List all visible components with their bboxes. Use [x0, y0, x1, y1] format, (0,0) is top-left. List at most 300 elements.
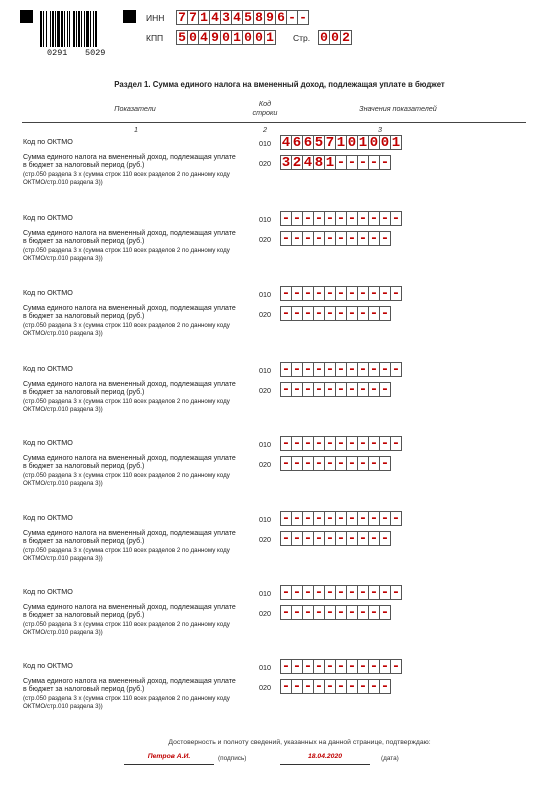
barcode-bar	[81, 11, 82, 47]
char-cell[interactable]: -	[325, 584, 335, 601]
column-number-3: 3	[378, 125, 382, 134]
char-cell[interactable]: -	[303, 361, 313, 378]
oktmo-section	[0, 285, 559, 360]
char-cell[interactable]: -	[369, 230, 379, 247]
barcode-bar	[69, 11, 70, 47]
line-code-020: 020	[259, 460, 271, 469]
char-cell[interactable]: -	[281, 510, 291, 527]
char-cell[interactable]: -	[391, 361, 401, 378]
char-cell[interactable]: 1	[391, 134, 401, 151]
char-cell[interactable]: -	[347, 361, 357, 378]
char-cell[interactable]: -	[336, 154, 346, 171]
char-cell[interactable]: -	[336, 435, 346, 452]
char-cell[interactable]: -	[369, 455, 379, 472]
char-cell[interactable]: -	[303, 210, 313, 227]
column-header-indicators: Показатели	[114, 104, 156, 113]
oktmo-field[interactable]	[280, 511, 402, 526]
line-code-020: 020	[259, 310, 271, 319]
char-cell[interactable]: -	[380, 285, 390, 302]
char-cell[interactable]: -	[325, 210, 335, 227]
char-cell[interactable]: 1	[325, 154, 335, 171]
char-cell[interactable]: -	[292, 510, 302, 527]
char-cell[interactable]: 0	[318, 30, 330, 45]
char-cell[interactable]: -	[314, 530, 324, 547]
char-cell[interactable]: -	[303, 584, 313, 601]
char-cell[interactable]: -	[281, 604, 291, 621]
oktmo-label: Код по ОКТМО	[23, 364, 73, 373]
char-cell[interactable]: -	[303, 285, 313, 302]
line-code-010: 010	[259, 366, 271, 375]
char-cell[interactable]: -	[325, 658, 335, 675]
char-cell[interactable]: 0	[380, 134, 390, 151]
char-cell[interactable]: -	[336, 678, 346, 695]
char-cell[interactable]: -	[358, 230, 368, 247]
char-cell[interactable]: 1	[336, 134, 346, 151]
line-code-010: 010	[259, 290, 271, 299]
char-cell[interactable]: -	[380, 530, 390, 547]
char-cell[interactable]: -	[281, 678, 291, 695]
barcode-bar	[84, 11, 85, 47]
char-cell[interactable]: -	[336, 230, 346, 247]
char-cell[interactable]: 6	[275, 10, 287, 25]
barcode-bar	[76, 11, 77, 47]
line-code-020: 020	[259, 159, 271, 168]
char-cell[interactable]: -	[303, 381, 313, 398]
char-cell[interactable]: -	[281, 230, 291, 247]
tax-sum-field[interactable]	[280, 605, 391, 620]
char-cell[interactable]: -	[380, 230, 390, 247]
char-cell[interactable]: -	[292, 210, 302, 227]
char-cell[interactable]: -	[347, 285, 357, 302]
char-cell[interactable]: -	[336, 604, 346, 621]
char-cell[interactable]: 5	[242, 10, 254, 25]
tax-sum-label-note: (стр.050 раздела 3 x (сумма строк 110 всех разделов 2 по данному коду ОКТМО/стр.010 раздела 3))	[23, 246, 230, 262]
oktmo-label: Код по ОКТМО	[23, 137, 73, 146]
char-cell[interactable]: -	[281, 435, 291, 452]
tax-sum-field[interactable]	[280, 456, 391, 471]
char-cell[interactable]: 0	[329, 30, 341, 45]
line-code-020: 020	[259, 386, 271, 395]
char-cell[interactable]: -	[292, 658, 302, 675]
char-cell[interactable]: -	[369, 381, 379, 398]
oktmo-field[interactable]	[280, 362, 402, 377]
char-cell[interactable]: -	[325, 530, 335, 547]
char-cell[interactable]: -	[281, 210, 291, 227]
signature-caption: (подпись)	[218, 755, 247, 762]
barcode-number-right: 5029	[85, 48, 106, 58]
char-cell[interactable]: -	[314, 230, 324, 247]
char-cell[interactable]: -	[303, 678, 313, 695]
char-cell[interactable]: -	[347, 435, 357, 452]
tax-sum-field[interactable]	[280, 306, 391, 321]
tax-sum-field[interactable]	[280, 382, 391, 397]
tax-sum-field[interactable]	[280, 155, 391, 170]
char-cell[interactable]: -	[286, 10, 298, 25]
char-cell[interactable]: -	[281, 455, 291, 472]
oktmo-field[interactable]	[280, 585, 402, 600]
char-cell[interactable]: -	[358, 381, 368, 398]
oktmo-section	[0, 210, 559, 285]
char-cell[interactable]: 1	[198, 10, 210, 25]
char-cell[interactable]: -	[347, 678, 357, 695]
char-cell[interactable]: -	[369, 658, 379, 675]
char-cell[interactable]: 0	[253, 30, 265, 45]
tax-sum-label-note: (стр.050 раздела 3 x (сумма строк 110 всех разделов 2 по данному коду ОКТМО/стр.010 раздела 3))	[23, 170, 230, 186]
date-caption: (дата)	[381, 755, 399, 762]
char-cell[interactable]: -	[369, 678, 379, 695]
char-cell[interactable]: -	[303, 530, 313, 547]
char-cell[interactable]: 0	[347, 134, 357, 151]
oktmo-label: Код по ОКТМО	[23, 213, 73, 222]
char-cell[interactable]: 6	[292, 134, 302, 151]
char-cell[interactable]: -	[358, 658, 368, 675]
char-cell[interactable]: -	[347, 510, 357, 527]
char-cell[interactable]: -	[325, 435, 335, 452]
char-cell[interactable]: -	[380, 361, 390, 378]
tax-sum-label-main: Сумма единого налога на вмененный доход, подлежащая уплате в бюджет за налоговый период (руб.)	[23, 678, 236, 694]
line-code-020: 020	[259, 609, 271, 618]
char-cell[interactable]: -	[314, 210, 324, 227]
tax-sum-label-main: Сумма единого налога на вмененный доход, подлежащая уплате в бюджет за налоговый период (руб.)	[23, 230, 236, 246]
tax-sum-label-main: Сумма единого налога на вмененный доход, подлежащая уплате в бюджет за налоговый период (руб.)	[23, 604, 236, 620]
char-cell[interactable]: 5	[176, 30, 188, 45]
char-cell[interactable]: -	[336, 530, 346, 547]
oktmo-section	[0, 134, 559, 209]
oktmo-section	[0, 658, 559, 733]
char-cell[interactable]: -	[292, 584, 302, 601]
tax-sum-label-note: (стр.050 раздела 3 x (сумма строк 110 всех разделов 2 по данному коду ОКТМО/стр.010 раздела 3))	[23, 397, 230, 413]
inn-label: ИНН	[146, 13, 165, 23]
page-number-field[interactable]	[318, 30, 352, 45]
char-cell[interactable]: 0	[187, 30, 199, 45]
char-cell[interactable]: 4	[303, 154, 313, 171]
confirmation-text: Достоверность и полноту сведений, указанных на данной странице, подтверждаю:	[168, 739, 431, 746]
char-cell[interactable]: 3	[281, 154, 291, 171]
char-cell[interactable]: -	[369, 435, 379, 452]
char-cell[interactable]: -	[281, 658, 291, 675]
char-cell[interactable]: 7	[176, 10, 188, 25]
char-cell[interactable]: 0	[369, 134, 379, 151]
tax-sum-label-note: (стр.050 раздела 3 x (сумма строк 110 всех разделов 2 по данному коду ОКТМО/стр.010 раздела 3))	[23, 321, 230, 337]
char-cell[interactable]: -	[347, 455, 357, 472]
char-cell[interactable]: -	[391, 285, 401, 302]
char-cell[interactable]: -	[292, 435, 302, 452]
oktmo-label: Код по ОКТМО	[23, 288, 73, 297]
char-cell[interactable]: -	[369, 210, 379, 227]
char-cell[interactable]: -	[380, 510, 390, 527]
char-cell[interactable]: -	[380, 305, 390, 322]
char-cell[interactable]: 0	[220, 30, 232, 45]
char-cell[interactable]: -	[369, 285, 379, 302]
tax-sum-field[interactable]	[280, 679, 391, 694]
char-cell[interactable]: -	[314, 305, 324, 322]
char-cell[interactable]: -	[281, 584, 291, 601]
tax-sum-label	[23, 604, 238, 637]
char-cell[interactable]: -	[358, 361, 368, 378]
char-cell[interactable]: -	[358, 455, 368, 472]
char-cell[interactable]: -	[380, 604, 390, 621]
oktmo-section	[0, 510, 559, 585]
tax-sum-label-main: Сумма единого налога на вмененный доход, подлежащая уплате в бюджет за налоговый период (руб.)	[23, 455, 236, 471]
barcode-bar	[55, 11, 56, 47]
char-cell[interactable]: -	[358, 678, 368, 695]
char-cell[interactable]: -	[314, 658, 324, 675]
char-cell[interactable]: -	[336, 510, 346, 527]
barcode-bar	[50, 11, 51, 47]
char-cell[interactable]: -	[281, 361, 291, 378]
char-cell[interactable]: 7	[187, 10, 199, 25]
char-cell[interactable]: -	[292, 305, 302, 322]
char-cell[interactable]: -	[369, 361, 379, 378]
tax-sum-label-main: Сумма единого налога на вмененный доход, подлежащая уплате в бюджет за налоговый период (руб.)	[23, 530, 236, 546]
char-cell[interactable]: -	[347, 530, 357, 547]
char-cell[interactable]: -	[358, 305, 368, 322]
char-cell[interactable]: -	[347, 604, 357, 621]
column-number-1: 1	[134, 125, 138, 134]
oktmo-label: Код по ОКТМО	[23, 587, 73, 596]
line-code-010: 010	[259, 440, 271, 449]
char-cell[interactable]: -	[292, 530, 302, 547]
char-cell[interactable]: -	[314, 678, 324, 695]
line-code-020: 020	[259, 683, 271, 692]
char-cell[interactable]: -	[314, 510, 324, 527]
char-cell[interactable]: -	[347, 154, 357, 171]
char-cell[interactable]: -	[347, 658, 357, 675]
char-cell[interactable]: -	[336, 658, 346, 675]
char-cell[interactable]: -	[391, 658, 401, 675]
char-cell[interactable]: -	[325, 285, 335, 302]
barcode-bar	[64, 11, 65, 47]
char-cell[interactable]: -	[336, 455, 346, 472]
barcode-bar	[52, 11, 54, 47]
char-cell[interactable]: -	[358, 285, 368, 302]
char-cell[interactable]: -	[292, 285, 302, 302]
char-cell[interactable]: 5	[314, 134, 324, 151]
char-cell[interactable]: 9	[264, 10, 276, 25]
char-cell[interactable]: -	[314, 604, 324, 621]
char-cell[interactable]: -	[325, 604, 335, 621]
char-cell[interactable]: 6	[303, 134, 313, 151]
barcode-bar	[93, 11, 94, 47]
tax-sum-label	[23, 305, 238, 338]
char-cell[interactable]: -	[369, 154, 379, 171]
char-cell[interactable]: -	[303, 658, 313, 675]
char-cell[interactable]: -	[292, 381, 302, 398]
barcode-bar	[90, 11, 91, 47]
char-cell[interactable]: -	[347, 305, 357, 322]
char-cell[interactable]: -	[303, 510, 313, 527]
char-cell[interactable]: 4	[209, 10, 221, 25]
char-cell[interactable]: -	[314, 455, 324, 472]
oktmo-field[interactable]	[280, 211, 402, 226]
char-cell[interactable]: -	[325, 678, 335, 695]
char-cell[interactable]: -	[314, 435, 324, 452]
char-cell[interactable]: -	[292, 455, 302, 472]
column-header-line-code: Код строки	[252, 99, 278, 117]
char-cell[interactable]: 1	[264, 30, 276, 45]
barcode-bar	[46, 11, 47, 47]
kpp-label: КПП	[146, 33, 164, 43]
line-code-010: 010	[259, 663, 271, 672]
char-cell[interactable]: -	[303, 305, 313, 322]
char-cell[interactable]: -	[380, 584, 390, 601]
char-cell[interactable]: -	[303, 435, 313, 452]
tax-sum-label-note: (стр.050 раздела 3 x (сумма строк 110 всех разделов 2 по данному коду ОКТМО/стр.010 раздела 3))	[23, 471, 230, 487]
corner-marker-right	[123, 10, 136, 23]
tax-sum-field[interactable]	[280, 531, 391, 546]
barcode-bar	[43, 11, 44, 47]
char-cell[interactable]: -	[380, 678, 390, 695]
char-cell[interactable]: -	[325, 305, 335, 322]
char-cell[interactable]: 2	[292, 154, 302, 171]
oktmo-section	[0, 435, 559, 510]
header-divider	[22, 122, 526, 123]
char-cell[interactable]: 9	[209, 30, 221, 45]
char-cell[interactable]: -	[281, 305, 291, 322]
oktmo-field[interactable]	[280, 135, 402, 150]
char-cell[interactable]: -	[369, 305, 379, 322]
tax-sum-label-note: (стр.050 раздела 3 x (сумма строк 110 всех разделов 2 по данному коду ОКТМО/стр.010 раздела 3))	[23, 546, 230, 562]
char-cell[interactable]: -	[303, 604, 313, 621]
inn-field[interactable]	[176, 10, 309, 25]
char-cell[interactable]: 8	[314, 154, 324, 171]
barcode-bar	[73, 11, 75, 47]
char-cell[interactable]: -	[292, 678, 302, 695]
char-cell[interactable]: -	[336, 381, 346, 398]
oktmo-field[interactable]	[280, 436, 402, 451]
char-cell[interactable]: -	[347, 381, 357, 398]
char-cell[interactable]: -	[358, 530, 368, 547]
char-cell[interactable]: -	[336, 584, 346, 601]
char-cell[interactable]: 0	[242, 30, 254, 45]
barcode-bar	[86, 11, 89, 47]
char-cell[interactable]: -	[369, 530, 379, 547]
char-cell[interactable]: -	[358, 210, 368, 227]
tax-sum-label	[23, 381, 238, 414]
char-cell[interactable]: -	[391, 210, 401, 227]
oktmo-section	[0, 361, 559, 436]
char-cell[interactable]: 4	[231, 10, 243, 25]
char-cell[interactable]: -	[391, 584, 401, 601]
char-cell[interactable]: -	[292, 604, 302, 621]
tax-sum-label-main: Сумма единого налога на вмененный доход, подлежащая уплате в бюджет за налоговый период (руб.)	[23, 381, 236, 397]
tax-sum-field[interactable]	[280, 231, 391, 246]
column-number-2: 2	[263, 125, 267, 134]
char-cell[interactable]: -	[281, 381, 291, 398]
signer-name[interactable]: Петров А.И.	[147, 753, 191, 760]
oktmo-label: Код по ОКТМО	[23, 513, 73, 522]
char-cell[interactable]: -	[336, 361, 346, 378]
tax-sum-label	[23, 230, 238, 263]
char-cell[interactable]: -	[314, 381, 324, 398]
char-cell[interactable]: 3	[220, 10, 232, 25]
line-code-010: 010	[259, 515, 271, 524]
char-cell[interactable]: -	[347, 584, 357, 601]
char-cell[interactable]: -	[281, 285, 291, 302]
char-cell[interactable]: -	[325, 361, 335, 378]
char-cell[interactable]: -	[303, 230, 313, 247]
char-cell[interactable]: 2	[340, 30, 352, 45]
oktmo-field[interactable]	[280, 659, 402, 674]
corner-marker-left	[20, 10, 33, 23]
char-cell[interactable]: -	[325, 455, 335, 472]
char-cell[interactable]: -	[380, 455, 390, 472]
char-cell[interactable]: 1	[231, 30, 243, 45]
char-cell[interactable]: -	[303, 455, 313, 472]
date-line	[280, 764, 370, 765]
char-cell[interactable]: -	[336, 305, 346, 322]
char-cell[interactable]: -	[292, 230, 302, 247]
page-label: Стр.	[293, 33, 311, 43]
char-cell[interactable]: -	[369, 604, 379, 621]
char-cell[interactable]: -	[358, 584, 368, 601]
char-cell[interactable]: -	[281, 530, 291, 547]
char-cell[interactable]: -	[347, 230, 357, 247]
tax-sum-label	[23, 678, 238, 711]
char-cell[interactable]: -	[325, 510, 335, 527]
char-cell[interactable]: -	[380, 658, 390, 675]
char-cell[interactable]: -	[297, 10, 309, 25]
char-cell[interactable]: -	[358, 435, 368, 452]
oktmo-field[interactable]	[280, 286, 402, 301]
barcode-number-left: 0291	[47, 48, 68, 58]
column-header-values: Значения показателей	[359, 104, 437, 113]
section-title: Раздел 1. Сумма единого налога на вмененный доход, подлежащая уплате в бюджет	[114, 80, 445, 89]
barcode	[40, 11, 114, 47]
char-cell[interactable]: -	[292, 361, 302, 378]
char-cell[interactable]: -	[325, 381, 335, 398]
char-cell[interactable]: -	[347, 210, 357, 227]
tax-sum-label-main: Сумма единого налога на вмененный доход, подлежащая уплате в бюджет за налоговый период (руб.)	[23, 154, 236, 170]
char-cell[interactable]: -	[358, 604, 368, 621]
char-cell[interactable]: -	[369, 510, 379, 527]
signer-name-line	[124, 764, 214, 765]
line-code-020: 020	[259, 235, 271, 244]
char-cell[interactable]: -	[369, 584, 379, 601]
barcode-bar	[57, 11, 60, 47]
line-code-010: 010	[259, 139, 271, 148]
char-cell[interactable]: -	[380, 210, 390, 227]
char-cell[interactable]: -	[380, 381, 390, 398]
char-cell[interactable]: -	[314, 584, 324, 601]
kpp-field[interactable]	[176, 30, 276, 45]
char-cell[interactable]: 4	[281, 134, 291, 151]
char-cell[interactable]: -	[391, 510, 401, 527]
tax-sum-label-note: (стр.050 раздела 3 x (сумма строк 110 всех разделов 2 по данному коду ОКТМО/стр.010 раздела 3))	[23, 694, 230, 710]
char-cell[interactable]: -	[336, 210, 346, 227]
char-cell[interactable]: -	[380, 435, 390, 452]
char-cell[interactable]: -	[391, 435, 401, 452]
tax-sum-label	[23, 530, 238, 563]
tax-sum-label	[23, 455, 238, 488]
char-cell[interactable]: -	[380, 154, 390, 171]
char-cell[interactable]: -	[314, 285, 324, 302]
char-cell[interactable]: 8	[253, 10, 265, 25]
barcode-bar	[67, 11, 68, 47]
char-cell[interactable]: -	[358, 510, 368, 527]
char-cell[interactable]: -	[314, 361, 324, 378]
oktmo-label: Код по ОКТМО	[23, 438, 73, 447]
char-cell[interactable]: -	[325, 230, 335, 247]
char-cell[interactable]: 1	[358, 134, 368, 151]
char-cell[interactable]: -	[336, 285, 346, 302]
char-cell[interactable]: -	[358, 154, 368, 171]
char-cell[interactable]: 4	[198, 30, 210, 45]
tax-sum-label-note: (стр.050 раздела 3 x (сумма строк 110 всех разделов 2 по данному коду ОКТМО/стр.010 раздела 3))	[23, 620, 230, 636]
date-value[interactable]: 18.04.2020	[307, 753, 343, 760]
char-cell[interactable]: 7	[325, 134, 335, 151]
tax-sum-label	[23, 154, 238, 187]
